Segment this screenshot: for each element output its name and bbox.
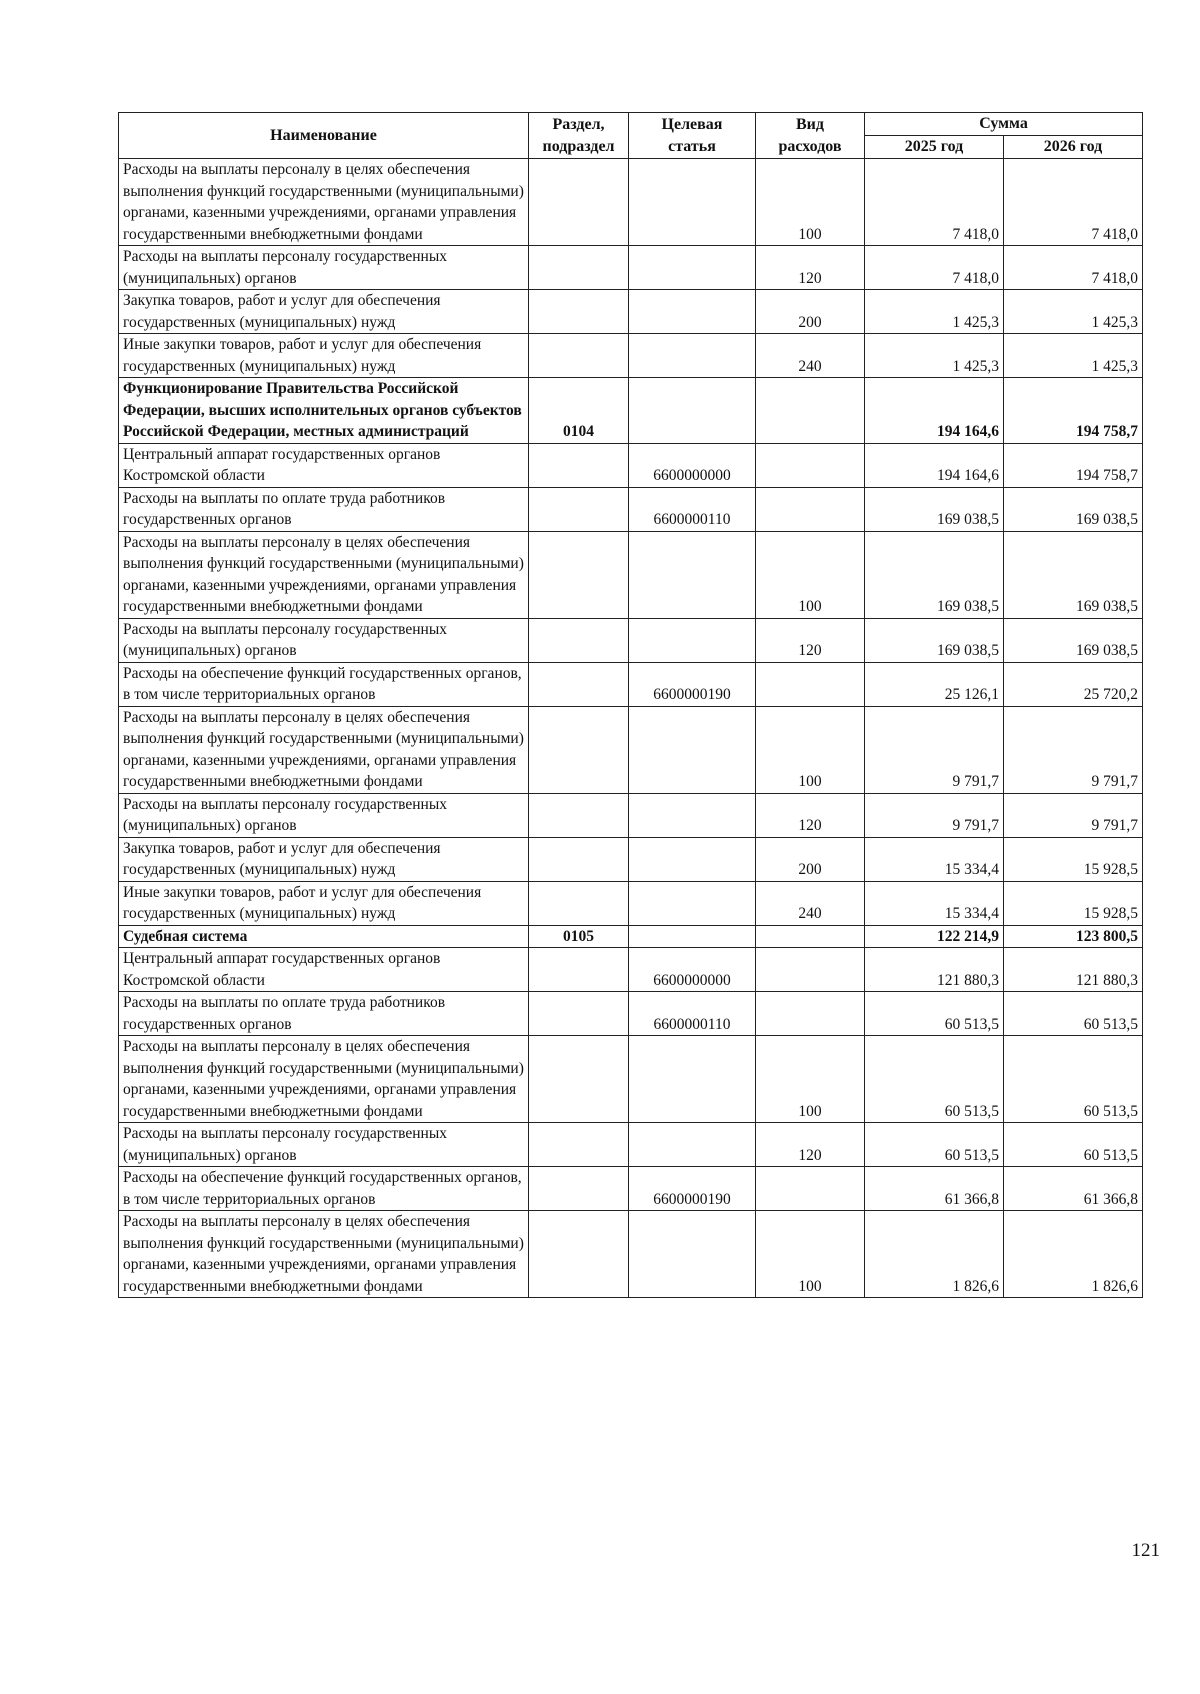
header-year-2025 <box>865 136 1004 159</box>
row-target-article <box>629 378 756 444</box>
row-amount-2025: 60 513,5 <box>865 1123 1004 1167</box>
row-razdel <box>529 706 629 793</box>
row-razdel <box>529 1036 629 1123</box>
header-name-label: Наименование <box>270 126 377 144</box>
row-amount-2025: 9 791,7 <box>865 706 1004 793</box>
row-target-article: 6600000190 <box>629 662 756 706</box>
row-expense-type <box>756 487 865 531</box>
header-statya <box>629 113 756 159</box>
row-amount-2025: 60 513,5 <box>865 992 1004 1036</box>
row-amount-2026: 1 425,3 <box>1004 290 1143 334</box>
row-target-article <box>629 246 756 290</box>
table-row <box>119 334 1143 378</box>
row-expense-type: 240 <box>756 334 865 378</box>
row-amount-2025: 1 425,3 <box>865 334 1004 378</box>
row-amount-2026: 1 425,3 <box>1004 334 1143 378</box>
page-number: 121 <box>1131 1540 1160 1561</box>
row-amount-2025: 61 366,8 <box>865 1167 1004 1211</box>
row-amount-2025: 60 513,5 <box>865 1036 1004 1123</box>
row-amount-2025: 169 038,5 <box>865 531 1004 618</box>
row-target-article: 6600000000 <box>629 443 756 487</box>
row-expense-type <box>756 662 865 706</box>
row-expense-type <box>756 378 865 444</box>
row-expense-type: 100 <box>756 1036 865 1123</box>
row-expense-type: 240 <box>756 881 865 925</box>
row-amount-2026: 15 928,5 <box>1004 837 1143 881</box>
row-name: Расходы на выплаты персоналу в целях обеспечения выполнения функций государственными (муниципальными) органами, казенными учреждениями, органами управления государственными внебюджетными фондами <box>119 159 529 246</box>
row-target-article <box>629 290 756 334</box>
table-row <box>119 618 1143 662</box>
table-row <box>119 925 1143 948</box>
row-amount-2026: 7 418,0 <box>1004 159 1143 246</box>
row-amount-2026: 9 791,7 <box>1004 706 1143 793</box>
row-name: Закупка товаров, работ и услуг для обеспечения государственных (муниципальных) нужд <box>119 290 529 334</box>
row-name: Расходы на выплаты по оплате труда работников государственных органов <box>119 487 529 531</box>
table-row <box>119 246 1143 290</box>
row-amount-2026: 60 513,5 <box>1004 1036 1143 1123</box>
table-row <box>119 443 1143 487</box>
row-expense-type: 120 <box>756 793 865 837</box>
row-amount-2026: 15 928,5 <box>1004 881 1143 925</box>
row-amount-2025: 9 791,7 <box>865 793 1004 837</box>
row-target-article <box>629 334 756 378</box>
row-amount-2026: 9 791,7 <box>1004 793 1143 837</box>
row-name: Закупка товаров, работ и услуг для обеспечения государственных (муниципальных) нужд <box>119 837 529 881</box>
row-name: Расходы на выплаты персоналу в целях обеспечения выполнения функций государственными (муниципальными) органами, казенными учреждениями, органами управления государственными внебюджетными фондами <box>119 1211 529 1298</box>
row-razdel <box>529 159 629 246</box>
row-name: Центральный аппарат государственных органов Костромской области <box>119 443 529 487</box>
row-expense-type: 200 <box>756 290 865 334</box>
row-target-article <box>629 531 756 618</box>
header-razdel-line2: подраздел <box>542 137 615 155</box>
table-row <box>119 793 1143 837</box>
row-amount-2026: 194 758,7 <box>1004 443 1143 487</box>
header-vid-line1: Вид <box>796 115 824 133</box>
row-name: Иные закупки товаров, работ и услуг для обеспечения государственных (муниципальных) нужд <box>119 881 529 925</box>
row-razdel <box>529 246 629 290</box>
row-name: Расходы на выплаты персоналу в целях обеспечения выполнения функций государственными (муниципальными) органами, казенными учреждениями, органами управления государственными внебюджетными фондами <box>119 531 529 618</box>
row-expense-type <box>756 925 865 948</box>
row-name: Расходы на выплаты персоналу государственных (муниципальных) органов <box>119 793 529 837</box>
row-expense-type <box>756 1167 865 1211</box>
row-name: Расходы на выплаты персоналу государственных (муниципальных) органов <box>119 618 529 662</box>
row-amount-2025: 15 334,4 <box>865 837 1004 881</box>
row-amount-2026: 25 720,2 <box>1004 662 1143 706</box>
row-amount-2025: 169 038,5 <box>865 487 1004 531</box>
row-name: Расходы на выплаты персоналу государственных (муниципальных) органов <box>119 246 529 290</box>
row-expense-type: 100 <box>756 159 865 246</box>
table-row <box>119 531 1143 618</box>
row-razdel <box>529 881 629 925</box>
row-amount-2026: 61 366,8 <box>1004 1167 1143 1211</box>
row-razdel <box>529 1211 629 1298</box>
header-statya-line1: Целевая <box>661 115 723 133</box>
row-razdel <box>529 487 629 531</box>
row-target-article <box>629 925 756 948</box>
row-amount-2025: 194 164,6 <box>865 443 1004 487</box>
row-target-article <box>629 881 756 925</box>
row-razdel <box>529 948 629 992</box>
row-razdel <box>529 793 629 837</box>
row-name: Иные закупки товаров, работ и услуг для обеспечения государственных (муниципальных) нужд <box>119 334 529 378</box>
row-amount-2025: 194 164,6 <box>865 378 1004 444</box>
table-row <box>119 1211 1143 1298</box>
row-name: Судебная система <box>119 925 529 948</box>
row-expense-type: 100 <box>756 531 865 618</box>
budget-table <box>118 112 1143 1298</box>
row-razdel <box>529 334 629 378</box>
table-row <box>119 948 1143 992</box>
header-vid <box>756 113 865 159</box>
row-expense-type: 120 <box>756 246 865 290</box>
row-name: Центральный аппарат государственных органов Костромской области <box>119 948 529 992</box>
table-body <box>119 159 1143 1298</box>
row-amount-2026: 123 800,5 <box>1004 925 1143 948</box>
row-expense-type <box>756 443 865 487</box>
row-razdel <box>529 443 629 487</box>
row-expense-type: 100 <box>756 706 865 793</box>
row-target-article <box>629 793 756 837</box>
row-amount-2025: 169 038,5 <box>865 618 1004 662</box>
row-razdel <box>529 1123 629 1167</box>
row-amount-2025: 7 418,0 <box>865 246 1004 290</box>
row-amount-2025: 25 126,1 <box>865 662 1004 706</box>
row-razdel <box>529 618 629 662</box>
row-target-article: 6600000000 <box>629 948 756 992</box>
table-row <box>119 159 1143 246</box>
row-amount-2026: 121 880,3 <box>1004 948 1143 992</box>
row-razdel <box>529 1167 629 1211</box>
row-name: Расходы на выплаты персоналу в целях обеспечения выполнения функций государственными (муниципальными) органами, казенными учреждениями, органами управления государственными внебюджетными фондами <box>119 1036 529 1123</box>
row-target-article <box>629 618 756 662</box>
table-row <box>119 1036 1143 1123</box>
row-amount-2026: 169 038,5 <box>1004 531 1143 618</box>
header-year-2026-label: 2026 год <box>1043 138 1103 155</box>
row-razdel <box>529 531 629 618</box>
row-amount-2025: 121 880,3 <box>865 948 1004 992</box>
header-razdel-line1: Раздел, <box>552 115 605 133</box>
row-target-article <box>629 1123 756 1167</box>
row-razdel: 0105 <box>529 925 629 948</box>
row-razdel <box>529 837 629 881</box>
row-amount-2025: 122 214,9 <box>865 925 1004 948</box>
header-name <box>119 113 529 159</box>
row-expense-type: 120 <box>756 618 865 662</box>
row-amount-2025: 7 418,0 <box>865 159 1004 246</box>
table-header <box>119 113 1143 159</box>
row-target-article <box>629 837 756 881</box>
row-name: Функционирование Правительства Российской Федерации, высших исполнительных органов субъектов Российской Федерации, местных администраций <box>119 378 529 444</box>
row-razdel <box>529 992 629 1036</box>
header-year-2025-label: 2025 год <box>904 138 964 155</box>
row-target-article: 6600000110 <box>629 992 756 1036</box>
table-row <box>119 881 1143 925</box>
budget-sheet <box>118 112 1142 1298</box>
row-name: Расходы на выплаты персоналу государственных (муниципальных) органов <box>119 1123 529 1167</box>
row-name: Расходы на выплаты персоналу в целях обеспечения выполнения функций государственными (муниципальными) органами, казенными учреждениями, органами управления государственными внебюджетными фондами <box>119 706 529 793</box>
row-expense-type: 120 <box>756 1123 865 1167</box>
row-name: Расходы на обеспечение функций государственных органов, в том числе территориальных органов <box>119 662 529 706</box>
row-amount-2026: 60 513,5 <box>1004 992 1143 1036</box>
row-name: Расходы на выплаты по оплате труда работников государственных органов <box>119 992 529 1036</box>
table-row <box>119 290 1143 334</box>
row-target-article <box>629 159 756 246</box>
row-target-article: 6600000190 <box>629 1167 756 1211</box>
table-row <box>119 378 1143 444</box>
table-row <box>119 662 1143 706</box>
row-amount-2025: 1 425,3 <box>865 290 1004 334</box>
row-name: Расходы на обеспечение функций государственных органов, в том числе территориальных органов <box>119 1167 529 1211</box>
row-expense-type: 100 <box>756 1211 865 1298</box>
row-target-article <box>629 706 756 793</box>
row-amount-2026: 60 513,5 <box>1004 1123 1143 1167</box>
row-razdel: 0104 <box>529 378 629 444</box>
header-razdel <box>529 113 629 159</box>
table-row <box>119 837 1143 881</box>
row-expense-type: 200 <box>756 837 865 881</box>
row-amount-2026: 169 038,5 <box>1004 618 1143 662</box>
row-expense-type <box>756 948 865 992</box>
table-row <box>119 487 1143 531</box>
row-amount-2026: 169 038,5 <box>1004 487 1143 531</box>
row-target-article: 6600000110 <box>629 487 756 531</box>
row-expense-type <box>756 992 865 1036</box>
row-amount-2025: 15 334,4 <box>865 881 1004 925</box>
header-statya-line2: статья <box>668 137 716 155</box>
row-amount-2026: 7 418,0 <box>1004 246 1143 290</box>
header-year-2026 <box>1004 136 1143 159</box>
table-row <box>119 992 1143 1036</box>
row-razdel <box>529 290 629 334</box>
table-row <box>119 1123 1143 1167</box>
row-target-article <box>629 1036 756 1123</box>
table-row <box>119 1167 1143 1211</box>
row-amount-2026: 1 826,6 <box>1004 1211 1143 1298</box>
row-amount-2025: 1 826,6 <box>865 1211 1004 1298</box>
row-target-article <box>629 1211 756 1298</box>
row-amount-2026: 194 758,7 <box>1004 378 1143 444</box>
row-razdel <box>529 662 629 706</box>
header-vid-line2: расходов <box>778 137 842 155</box>
header-summa-label: Сумма <box>979 115 1028 132</box>
table-row <box>119 706 1143 793</box>
header-summa <box>865 113 1143 136</box>
